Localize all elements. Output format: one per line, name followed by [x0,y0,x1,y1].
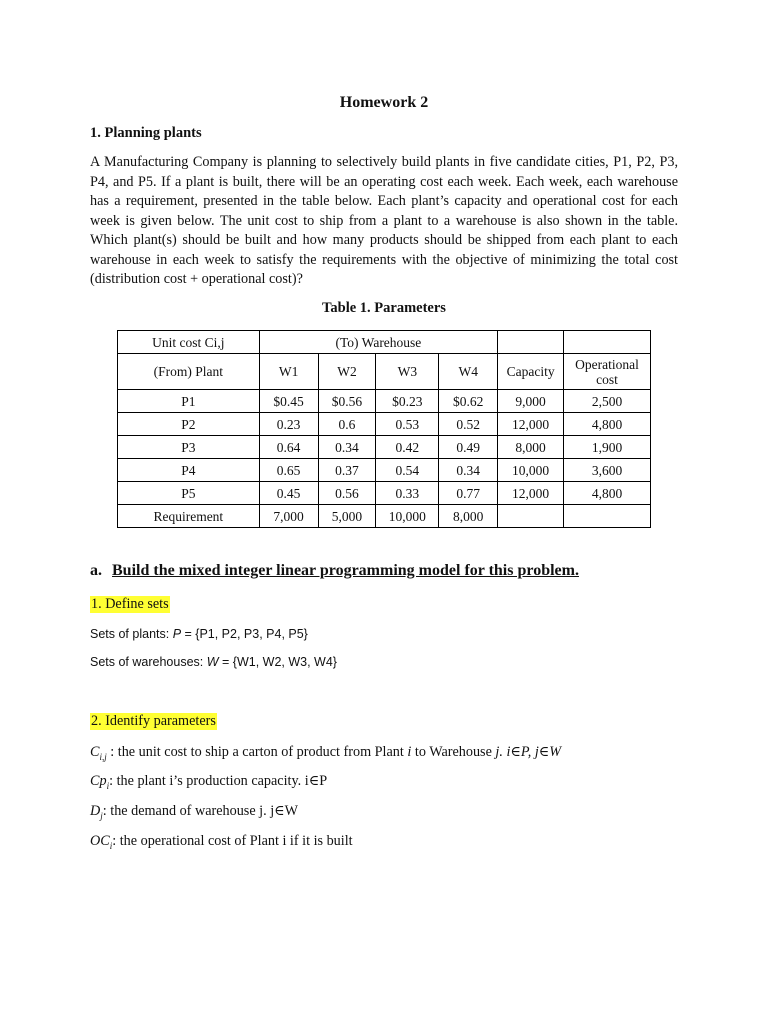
unit-cost-cell: 0.45 [259,482,318,505]
operational-cost-cell: 4,800 [564,413,651,436]
plant-row [118,436,651,459]
part-a-text: Build the mixed integer linear programming model for this problem. [112,562,579,579]
requirement-blank [564,505,651,528]
set-warehouses-value: = {W1, W2, W3, W4} [218,655,337,669]
requirement-row [118,505,651,528]
plant-name-cell: P3 [118,436,260,459]
param-cpi-sub: i [106,780,110,791]
capacity-cell: 12,000 [498,413,564,436]
param-cij-j: j [495,744,500,760]
set-plants [90,627,308,641]
requirement-w4: 8,000 [439,505,498,528]
unit-cost-cell: 0.49 [439,436,498,459]
unit-cost-cell: $0.45 [259,390,318,413]
header-w2: W2 [318,354,376,390]
table-subheader-row [118,354,651,390]
unit-cost-cell: 0.37 [318,459,376,482]
capacity-cell: 10,000 [498,459,564,482]
param-cpi [90,773,327,791]
operational-cost-cell: 4,800 [564,482,651,505]
plant-name-cell: P1 [118,390,260,413]
plant-name-cell: P4 [118,459,260,482]
unit-cost-cell: $0.62 [439,390,498,413]
operational-cost-cell: 2,500 [564,390,651,413]
param-cij-i: i [407,744,412,760]
plant-row [118,482,651,505]
operational-cost-cell: 1,900 [564,436,651,459]
table-header-row [118,331,651,354]
unit-cost-cell: 0.65 [259,459,318,482]
header-w3: W3 [376,354,439,390]
unit-cost-cell: 0.77 [439,482,498,505]
set-plants-value: = {P1, P2, P3, P4, P5} [181,627,308,641]
param-cpi-symbol: Cp [90,773,107,789]
param-cpi-desc: : the plant i’s production capacity. i∈P [109,773,328,789]
header-unit-cost: Unit cost Ci,j [118,331,260,354]
unit-cost-cell: 0.52 [439,413,498,436]
operational-cost-cell: 3,600 [564,459,651,482]
unit-cost-cell: 0.54 [376,459,439,482]
param-oci-sub: i [109,840,113,851]
param-cij-sub: i,j [99,751,107,762]
unit-cost-cell: 0.64 [259,436,318,459]
set-plants-label: Sets of plants: [90,627,173,641]
param-oci [90,833,353,851]
set-warehouses-label: Sets of warehouses: [90,655,207,669]
parameters-table [117,330,651,528]
param-cij-symbol: C [90,744,100,760]
plant-row [118,459,651,482]
requirement-w3: 10,000 [376,505,439,528]
unit-cost-cell: 0.53 [376,413,439,436]
param-dj-desc: : the demand of warehouse j. j∈W [102,803,299,819]
requirement-w2: 5,000 [318,505,376,528]
unit-cost-cell: $0.56 [318,390,376,413]
plant-name-cell: P5 [118,482,260,505]
header-from-plant: (From) Plant [118,354,260,390]
param-cij [90,744,561,762]
param-oci-desc: : the operational cost of Plant i if it is built [112,833,353,849]
header-operational-cost: Operational cost [564,354,651,390]
unit-cost-cell: 0.33 [376,482,439,505]
table-caption: Table 1. Parameters [322,300,446,316]
param-cij-domain: . i∈P, j∈W [499,744,562,760]
plant-row [118,390,651,413]
set-warehouses-symbol: W [206,655,219,669]
capacity-cell: 9,000 [498,390,564,413]
set-plants-symbol: P [172,627,182,641]
step2-heading: 2. Identify parameters [91,713,216,729]
intro-paragraph: A Manufacturing Company is planning to selectively build plants in five candidate cities, P1, P2, P3, P4, and P5. If a plant is built, there will be an operating cost each week. Each week, each warehouse has a requirement, presented in the table below. Each plant’s capacity and operational cost for each week is given below. The unit cost to ship from a plant to a warehouse is also shown in the table. Which plant(s) should be built and how many products should be shipped from each plant to each warehouse in each week to satisfy the requirements with the objective of minimizing the total cost (distribution cost + operational cost)? [90,154,678,287]
section-heading: 1. Planning plants [90,125,202,141]
header-w4: W4 [439,354,498,390]
part-a-letter: a. [90,562,102,579]
step1-heading: 1. Define sets [91,596,169,612]
unit-cost-cell: 0.6 [318,413,376,436]
requirement-w1: 7,000 [259,505,318,528]
param-dj [90,803,298,821]
param-dj-sub: j [100,810,103,821]
unit-cost-cell: 0.42 [376,436,439,459]
unit-cost-cell: 0.34 [439,459,498,482]
set-warehouses [90,655,337,669]
unit-cost-cell: 0.34 [318,436,376,459]
header-blank [498,331,564,354]
unit-cost-cell: $0.23 [376,390,439,413]
part-a-heading [90,562,579,580]
header-to-warehouse: (To) Warehouse [259,331,498,354]
requirement-blank [498,505,564,528]
capacity-cell: 8,000 [498,436,564,459]
header-capacity: Capacity [498,354,564,390]
unit-cost-cell: 0.23 [259,413,318,436]
header-blank [564,331,651,354]
page-title: Homework 2 [339,94,429,111]
requirement-label: Requirement [118,505,260,528]
param-cij-desc-pre: : the unit cost to ship a carton of product from Plant [106,744,408,760]
header-w1: W1 [259,354,318,390]
plant-rows [118,390,651,505]
capacity-cell: 12,000 [498,482,564,505]
param-cij-desc-mid: to Warehouse [411,744,496,760]
plant-row [118,413,651,436]
unit-cost-cell: 0.56 [318,482,376,505]
param-dj-symbol: D [90,803,101,819]
plant-name-cell: P2 [118,413,260,436]
param-oci-symbol: OC [90,833,110,849]
